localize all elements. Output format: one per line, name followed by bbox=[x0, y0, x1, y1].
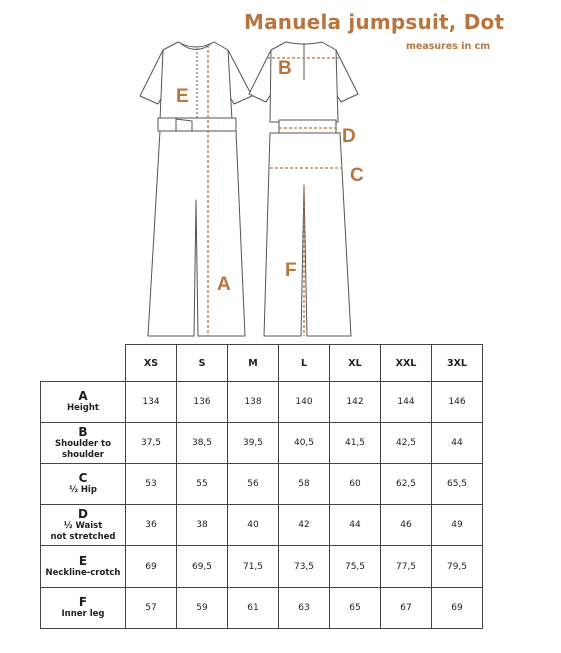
row-name: ½ Waist bbox=[63, 520, 103, 531]
size-header-s: S bbox=[177, 345, 228, 382]
table-cell: 53 bbox=[126, 464, 177, 505]
table-cell: 40,5 bbox=[279, 423, 330, 464]
label-d: D bbox=[342, 126, 356, 147]
size-header-xs: XS bbox=[126, 345, 177, 382]
row-label-c bbox=[41, 464, 126, 505]
table-cell: 44 bbox=[330, 505, 381, 546]
size-header-l: L bbox=[279, 345, 330, 382]
table-cell: 58 bbox=[279, 464, 330, 505]
table-cell: 36 bbox=[126, 505, 177, 546]
table-cell: 75,5 bbox=[330, 546, 381, 588]
table-cell: 57 bbox=[126, 588, 177, 629]
table-cell: 56 bbox=[228, 464, 279, 505]
table-cell: 41,5 bbox=[330, 423, 381, 464]
row-label-a bbox=[41, 382, 126, 423]
table-cell: 144 bbox=[381, 382, 432, 423]
table-cell: 62,5 bbox=[381, 464, 432, 505]
row-label-f bbox=[41, 588, 126, 629]
row-name: shoulder bbox=[62, 449, 104, 460]
table-cell: 77,5 bbox=[381, 546, 432, 588]
table-cell: 42 bbox=[279, 505, 330, 546]
row-letter: E bbox=[78, 553, 88, 568]
row-label-d bbox=[41, 505, 126, 546]
table-cell: 60 bbox=[330, 464, 381, 505]
table-row-a bbox=[41, 382, 483, 423]
table-cell: 63 bbox=[279, 588, 330, 629]
row-letter: D bbox=[78, 506, 88, 521]
table-cell: 61 bbox=[228, 588, 279, 629]
table-cell: 65,5 bbox=[432, 464, 483, 505]
row-name: Neckline-crotch bbox=[45, 567, 121, 578]
table-row-b bbox=[41, 423, 483, 464]
table-cell: 37,5 bbox=[126, 423, 177, 464]
front-view bbox=[140, 42, 252, 336]
row-letter: C bbox=[78, 471, 88, 485]
page-title: Manuela jumpsuit, Dot bbox=[244, 10, 505, 34]
label-b: B bbox=[278, 58, 292, 79]
table-cell: 146 bbox=[432, 382, 483, 423]
size-header-m: M bbox=[228, 345, 279, 382]
table-cell: 69 bbox=[126, 546, 177, 588]
size-header-3xl: 3XL bbox=[432, 345, 483, 382]
size-header-row bbox=[41, 345, 483, 382]
size-chart-table bbox=[40, 344, 483, 629]
table-cell: 79,5 bbox=[432, 546, 483, 588]
row-letter: A bbox=[78, 389, 88, 403]
table-cell: 67 bbox=[381, 588, 432, 629]
table-cell: 44 bbox=[432, 423, 483, 464]
table-cell: 55 bbox=[177, 464, 228, 505]
label-a: A bbox=[217, 274, 231, 295]
table-row-e bbox=[41, 546, 483, 588]
row-label-e bbox=[41, 546, 126, 588]
table-cell: 38 bbox=[177, 505, 228, 546]
table-cell: 59 bbox=[177, 588, 228, 629]
table-cell: 40 bbox=[228, 505, 279, 546]
table-row-c bbox=[41, 464, 483, 505]
row-name: ½ Hip bbox=[69, 485, 97, 495]
label-e: E bbox=[176, 86, 189, 107]
table-cell: 136 bbox=[177, 382, 228, 423]
table-row-f bbox=[41, 588, 483, 629]
table-cell: 140 bbox=[279, 382, 330, 423]
table-cell: 42,5 bbox=[381, 423, 432, 464]
size-header-xxl: XXL bbox=[381, 345, 432, 382]
table-cell: 73,5 bbox=[279, 546, 330, 588]
row-letter: B bbox=[78, 424, 88, 439]
table-cell: 142 bbox=[330, 382, 381, 423]
table-cell: 39,5 bbox=[228, 423, 279, 464]
row-name: not stretched bbox=[50, 531, 116, 542]
table-cell: 38,5 bbox=[177, 423, 228, 464]
table-cell: 65 bbox=[330, 588, 381, 629]
row-name: Shoulder to bbox=[55, 438, 111, 449]
row-name: Height bbox=[67, 403, 99, 413]
table-corner-cell bbox=[41, 345, 126, 382]
table-cell: 69 bbox=[432, 588, 483, 629]
row-label-b bbox=[41, 423, 126, 464]
table-cell: 71,5 bbox=[228, 546, 279, 588]
table-cell: 134 bbox=[126, 382, 177, 423]
label-c: C bbox=[350, 165, 364, 186]
table-cell: 138 bbox=[228, 382, 279, 423]
size-header-xl: XL bbox=[330, 345, 381, 382]
table-row-d bbox=[41, 505, 483, 546]
row-name: Inner leg bbox=[61, 609, 105, 619]
table-cell: 49 bbox=[432, 505, 483, 546]
label-f: F bbox=[285, 260, 297, 281]
page-subtitle: measures in cm bbox=[406, 41, 491, 52]
table-cell: 46 bbox=[381, 505, 432, 546]
table-cell: 69,5 bbox=[177, 546, 228, 588]
row-letter: F bbox=[78, 595, 88, 609]
